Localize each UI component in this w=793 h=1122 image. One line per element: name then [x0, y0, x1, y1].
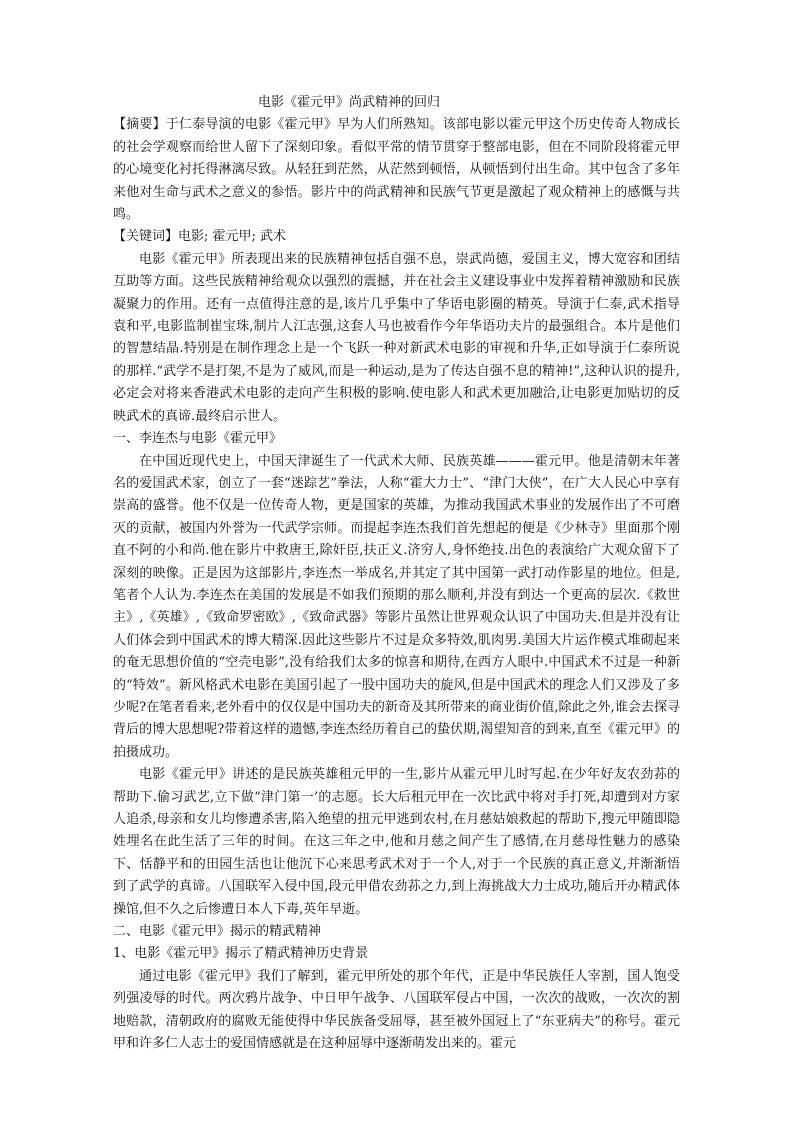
- document-page: [113, 92, 680, 1055]
- subsection-heading: 1、电影《霍元甲》揭示了精武精神历史背景: [113, 946, 369, 962]
- section-heading: 二、电影《霍元甲》揭示的精武精神: [113, 924, 322, 940]
- body-paragraph: 在中国近现代史上，中国天津诞生了一代武术大师、民族英雄———霍元甲。他是清朝末年著名的爱国武术家，创立了一套“迷踪艺”拳法，人称“霍大力士”、“津门大侠”，在广大人民心中享有崇高的盛誉。他不仅是一位传奇人物，更是国家的英雄，为推动我国武术事业的发展作出了不可磨灭的贡献，被国内外誉为一代武学宗师。而提起李连杰我们首先想起的便是《少林寺》里面那个刚直不阿的小和尚.他在影片中救唐王,除奸臣,扶正义.济穷人,身怀绝技.出色的表演给广大观众留下了深刻的映像。正是因为这部影片,李连杰一举成名,并其定了其中国第一武打动作影星的地位。但是,笔者个人认为.李连杰在美国的发展是不如我们预期的那么顺利,并没有到达一个更高的层次.《救世主》,《英雄》,《致命罗密欧》,《致命武器》等影片虽然让世界观众认识了中国功夫.但是并没有让人们体会到中国武术的博大精深.因此这些影片不过是众多特效,肌肉男.美国大片运作模式堆砌起来的奄无思想价值的“空壳电影”,没有给我们太多的惊喜和期待,在西方人眼中.中国武术不过是一种新的“特效”。新风格武术电影在美国引起了一股中国功夫的旋风,但是中国武术的理念人们又涉及了多少呢?在笔者看来,老外看中的仅仅是中国功夫的新奇及其所带来的商业街价值,除此之外,谁会去探寻背后的博大思想呢?带着这样的遗憾,李连杰经历着自己的蛰伏期,渴望知音的到来,直至《霍元甲》的拍摄成功。: [113, 453, 680, 760]
- body-paragraph: 电影《霍元甲》讲述的是民族英雄租元甲的一生,影片从霍元甲儿时写起.在少年好友农劲荪的帮助下.偷习武艺,立下做“津门第一’的志愿。长大后租元甲在一次比武中将对手打死,却遭到对方家人追杀,母亲和女儿均惨遭杀害,陷入绝望的扭元甲逃到农村,在月慈姑娘救起的帮助下,搜元甲随即隐姓埋名在此生活了三年的时间。在这三年之中,他和月慈之间产生了感情,在月慈母性魅力的感染下、恬静平和的田园生活也让他沉下心来思考武术对于一个人,对于一个民族的真正意义,并渐渐悟到了武学的真谛。八国联军入侵中国,段元甲借农劲荪之力,到上海挑战大力士成功,随后开办精武体操馆,但不久之后惨遭日本人下毒,英年早逝。: [113, 767, 680, 917]
- document-title: 电影《霍元甲》尚武精神的回归: [258, 95, 441, 110]
- abstract-paragraph: 【摘要】于仁泰导演的电影《霍元甲》早为人们所熟知。该部电影以霍元甲这个历史传奇人物成长的社会学观察而给世人留下了深刻印象。看似平常的情节贯穿于整部电影，但在不同阶段将霍元甲的心境变化衬托得淋漓尽致。从轻狂到茫然，从茫然到顿悟，从顿悟到付出生命。其中包含了多年来他对生命与武术之意义的参悟。影片中的尚武精神和民族气节更是激起了观众精神上的感慨与共鸣。: [113, 117, 680, 223]
- body-paragraph: 电影《霍元甲》所表现出来的民族精神包括自强不息，崇武尚德，爱国主义，博大宽容和团结互助等方面。这些民族精神给观众以强烈的震撼，并在社会主义建设事业中发挥着精神激励和民族凝聚力的作用。还有一点值得注意的是,该片几乎集中了华语电影圈的精英。导演于仁泰,武术指导袁和平,电影监制崔宝珠,制片人江志强,这套人马也被看作今年华语功夫片的最强组合。本片是他们的智慧结晶.特别是在制作理念上是一个飞跃一种对新武术电影的审视和升华,正如导演于仁泰所说的那样.“武学不是打架,不是为了威风,而是一种运动,是为了传达自强不息的精神!”,这种认识的提升,必定会对将来香港武术电影的走向产生积极的影响.使电影人和武术更加融洽,让电影更加贴切的反映武术的真谛.最终启示世人。: [113, 251, 680, 424]
- section-heading: 一、李连杰与电影《霍元甲》: [113, 431, 283, 447]
- keywords-line: 【关键词】电影; 霍元甲; 武术: [113, 229, 287, 245]
- body-paragraph: 通过电影《霍元甲》我们了解到，霍元甲所处的那个年代，正是中华民族任人宰割，国人饱受列强凌辱的时代。两次鸦片战争、中日甲午战争、八国联军侵占中国，一次次的战败，一次次的割地赔款，清朝政府的腐败无能使得中华民族备受屈辱，甚至被外国冠上了“东亚病夫”的称号。霍元甲和许多仁人志士的爱国情感就是在这种屈辱中逐渐萌发出来的。霍元: [113, 968, 680, 1052]
